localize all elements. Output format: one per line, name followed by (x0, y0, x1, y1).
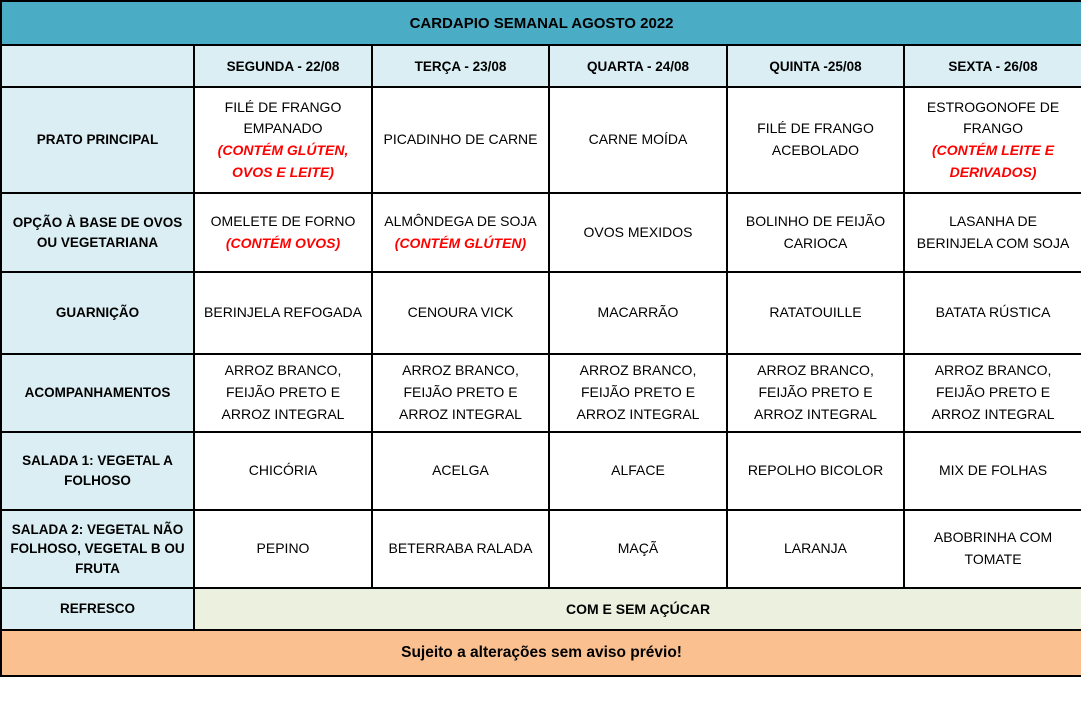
dish-text: ARROZ BRANCO, FEIJÃO PRETO E ARROZ INTEGRAL (754, 362, 877, 422)
dish-text: LARANJA (783, 540, 848, 557)
menu-cell (904, 193, 1081, 272)
dish-text: MIX DE FOLHAS (938, 462, 1048, 479)
allergen-note: (CONTÉM GLÚTEN, OVOS E LEITE) (217, 142, 349, 180)
menu-cell (549, 193, 727, 272)
refresco-value-cell: COM E SEM AÇÚCAR (194, 588, 1081, 630)
menu-cell (904, 87, 1081, 193)
menu-cell (372, 87, 549, 193)
table-title: CARDAPIO SEMANAL AGOSTO 2022 (1, 1, 1081, 45)
table-row (1, 193, 1081, 272)
menu-cell (727, 354, 904, 432)
dish-text: CARNE MOÍDA (588, 131, 688, 148)
menu-cell (372, 432, 549, 510)
menu-cell (549, 432, 727, 510)
dish-text: ACELGA (432, 462, 489, 479)
menu-cell (194, 87, 372, 193)
dish-text: BERINJELA REFOGADA (204, 304, 362, 321)
dish-text: ALFACE (611, 462, 665, 479)
dish-text: REPOLHO BICOLOR (747, 462, 884, 479)
dish-text: ABOBRINHA COM TOMATE (933, 529, 1053, 567)
column-header-sexta: SEXTA - 26/08 (904, 45, 1081, 87)
dish-text: OVOS MEXIDOS (583, 223, 693, 240)
menu-cell (904, 510, 1081, 588)
menu-cell (727, 510, 904, 588)
menu-cell (549, 87, 727, 193)
dish-text: BOLINHO DE FEIJÃO CARIOCA (745, 212, 886, 251)
dish-text: PICADINHO DE CARNE (383, 131, 538, 148)
table-row (1, 272, 1081, 354)
dish-text: ARROZ BRANCO, FEIJÃO PRETO E ARROZ INTEGRAL (221, 362, 345, 422)
table-row (1, 588, 1081, 630)
dish-text: BATATA RÚSTICA (935, 304, 1051, 321)
dish-text: LASANHA DE BERINJELA COM SOJA (916, 212, 1070, 251)
menu-cell (194, 193, 372, 272)
dish-text: ALMÔNDEGA DE SOJA (384, 212, 537, 229)
dish-text: BETERRABA RALADA (388, 540, 533, 557)
menu-cell (372, 193, 549, 272)
dish-text: MAÇÃ (617, 540, 659, 557)
allergen-note: (CONTÉM LEITE E DERIVADOS) (931, 142, 1055, 180)
table-row (1, 432, 1081, 510)
row-label-opcao-vegetariana: OPÇÃO À BASE DE OVOS OU VEGETARIANA (1, 193, 194, 272)
dish-text: ESTROGONOFE DE FRANGO (926, 98, 1060, 137)
row-label-guarnicao: GUARNIÇÃO (1, 272, 194, 354)
dish-text: RATATOUILLE (769, 304, 862, 321)
row-label-prato-principal: PRATO PRINCIPAL (1, 87, 194, 193)
menu-cell (194, 354, 372, 432)
dish-text: FILÉ DE FRANGO ACEBOLADO (757, 120, 874, 158)
menu-cell (194, 510, 372, 588)
menu-cell (904, 432, 1081, 510)
row-label-salada-2: SALADA 2: VEGETAL NÃO FOLHOSO, VEGETAL B OU FRUTA (1, 510, 194, 588)
menu-cell (372, 354, 549, 432)
column-header-quinta: QUINTA -25/08 (727, 45, 904, 87)
allergen-note: (CONTÉM OVOS) (225, 234, 341, 251)
menu-cell (194, 432, 372, 510)
menu-cell (904, 354, 1081, 432)
dish-text: ARROZ BRANCO, FEIJÃO PRETO E ARROZ INTEGRAL (576, 362, 700, 422)
table-row (1, 354, 1081, 432)
column-header-terca: TERÇA - 23/08 (372, 45, 549, 87)
row-label-acompanhamentos: ACOMPANHAMENTOS (1, 354, 194, 432)
dish-text: OMELETE DE FORNO (210, 212, 356, 229)
menu-cell (372, 272, 549, 354)
corner-blank-cell (1, 45, 194, 87)
row-label-salada-1: SALADA 1: VEGETAL A FOLHOSO (1, 432, 194, 510)
dish-text: CHICÓRIA (248, 462, 318, 479)
menu-cell (727, 432, 904, 510)
row-label-refresco: REFRESCO (1, 588, 194, 630)
dish-text: CENOURA VICK (407, 304, 514, 321)
menu-cell (549, 354, 727, 432)
column-header-segunda: SEGUNDA - 22/08 (194, 45, 372, 87)
menu-cell (549, 510, 727, 588)
dish-text: ARROZ BRANCO, FEIJÃO PRETO E ARROZ INTEGRAL (931, 362, 1055, 422)
menu-cell (549, 272, 727, 354)
table-row (1, 510, 1081, 588)
allergen-note: (CONTÉM GLÚTEN) (394, 234, 527, 251)
menu-cell (904, 272, 1081, 354)
menu-cell (372, 510, 549, 588)
menu-cell (727, 193, 904, 272)
menu-cell (727, 272, 904, 354)
dish-text: FILÉ DE FRANGO EMPANADO (224, 98, 342, 137)
table-row (1, 87, 1081, 193)
column-header-quarta: QUARTA - 24/08 (549, 45, 727, 87)
dish-text: MACARRÃO (597, 304, 679, 321)
menu-cell (194, 272, 372, 354)
dish-text: PEPINO (256, 540, 310, 557)
footer-notice: Sujeito a alterações sem aviso prévio! (1, 630, 1081, 676)
menu-cell (727, 87, 904, 193)
dish-text: ARROZ BRANCO, FEIJÃO PRETO E ARROZ INTEGRAL (399, 362, 522, 422)
